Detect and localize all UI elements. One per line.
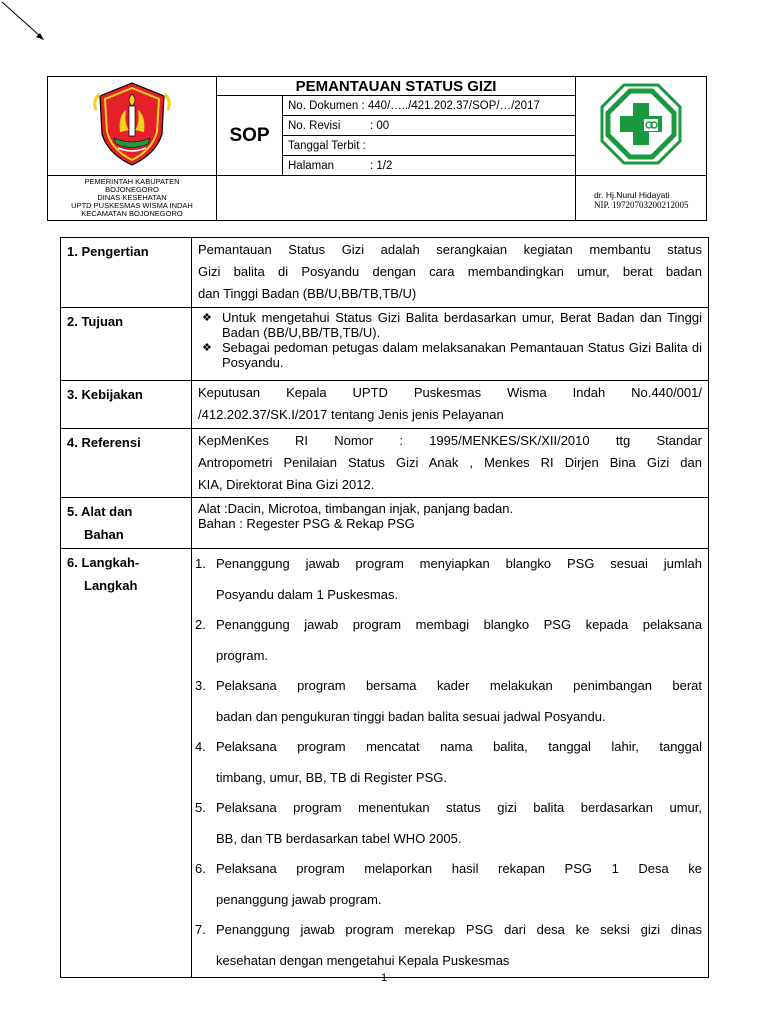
body-line: Alat :Dacin, Microtoa, timbangan injak, panjang badan. xyxy=(198,501,514,516)
section-body-kebijakan xyxy=(192,381,709,429)
step-item: 3. Pelaksana program bersama kader melakukan penimbangan berat badan dan pengukuran tinggi badan balita sesuai jadwal Posyandu. xyxy=(195,678,702,724)
revision-value: : 00 xyxy=(370,119,390,132)
body-line: Bahan : Regester PSG & Rekap PSG xyxy=(198,516,415,531)
section-label-tujuan: 2. Tujuan xyxy=(61,308,192,381)
body-line: /412.202.37/SK.I/2017 tentang Jenis jenis Pelayanan xyxy=(198,407,504,422)
section-label-alat: 5. Alat dan Bahan xyxy=(61,498,192,549)
revision-label: No. Revisi xyxy=(288,119,341,132)
sop-content-table xyxy=(60,237,709,978)
body-line: KepMenKes RI Nomor : 1995/MENKES/SK/XII/2010 ttg Standar xyxy=(198,433,702,448)
table-row xyxy=(61,498,709,549)
body-line: KIA, Direktorat Bina Gizi 2012. xyxy=(198,477,375,492)
body-line: Pemantauan Status Gizi adalah serangkaian kegiatan membantu status xyxy=(198,242,702,257)
institution-name xyxy=(48,176,217,221)
signature-block xyxy=(576,176,707,221)
step-item: 2. Penanggung jawab program membagi blangko PSG kepada pelaksana program. xyxy=(195,617,702,663)
step-item: 4. Pelaksana program mencatat nama balita, tanggal lahir, tanggal timbang, umur, BB, TB di Register PSG. xyxy=(195,739,702,785)
blank-cell xyxy=(217,176,576,221)
step-item: 1. Penanggung jawab program menyiapkan blangko PSG sesuai jumlah Posyandu dalam 1 Puskesmas. xyxy=(195,556,702,602)
section-label-referensi: 4. Referensi xyxy=(61,429,192,498)
revision-number xyxy=(283,116,576,136)
section-body-langkah xyxy=(192,549,709,978)
diamond-bullet-icon: ❖ xyxy=(202,342,212,354)
body-line: Antropometri Penilaian Status Gizi Anak , Menkes RI Dirjen Bina Gizi dan xyxy=(198,455,702,470)
document-title: PEMANTAUAN STATUS GIZI xyxy=(217,77,576,96)
sop-header-table xyxy=(47,76,707,221)
steps-list xyxy=(195,549,702,976)
puskesmas-logo-cell xyxy=(576,77,707,176)
tujuan-list xyxy=(198,311,702,370)
section-label-pengertian: 1. Pengertian xyxy=(61,238,192,308)
table-row xyxy=(61,429,709,498)
page-info xyxy=(283,156,576,176)
table-row xyxy=(61,308,709,381)
body-line: dan Tinggi Badan (BB/U,BB/TB,TB/U) xyxy=(198,286,417,301)
signer-nip: NIP. 19720703200212005 xyxy=(594,200,689,210)
step-item: 6. Pelaksana program melaporkan hasil rekapan PSG 1 Desa ke penanggung jawab program. xyxy=(195,861,702,907)
body-line: Keputusan Kepala UPTD Puskesmas Wisma Indah No.440/001/ xyxy=(198,385,702,400)
table-row xyxy=(61,238,709,308)
list-item: ❖ Sebagai pedoman petugas dalam melaksanakan Pemantauan Status Gizi Balita di Posyandu. xyxy=(202,340,702,370)
list-item: ❖ Untuk mengetahui Status Gizi Balita berdasarkan umur, Berat Badan dan Tinggi Badan (BB/U,BB/TB,TB/U). xyxy=(202,310,702,340)
puskesmas-cross-logo-icon xyxy=(600,83,682,165)
page-value: : 1/2 xyxy=(370,159,393,172)
body-line: Gizi balita di Posyandu dengan cara membandingkan umur, berat badan xyxy=(198,264,702,279)
table-row xyxy=(61,549,709,978)
diamond-bullet-icon: ❖ xyxy=(202,312,212,324)
section-body-referensi xyxy=(192,429,709,498)
section-label-langkah: 6. Langkah- Langkah xyxy=(61,549,192,978)
section-label-kebijakan: 3. Kebijakan xyxy=(61,381,192,429)
signer-name: dr. Hj.Nurul Hidayati xyxy=(594,190,670,200)
institution-line: KECAMATAN BOJONEGORO xyxy=(81,209,183,218)
section-body-tujuan xyxy=(192,308,709,381)
institution-line: BOJONEGORO xyxy=(105,185,159,194)
section-body-alat xyxy=(192,498,709,549)
issue-date: Tanggal Terbit : xyxy=(283,136,576,156)
page-label: Halaman xyxy=(288,159,335,172)
institution-line: UPTD PUSKESMAS WISMA INDAH xyxy=(71,201,193,210)
corner-arrow-icon xyxy=(0,0,50,45)
bojonegoro-emblem-icon xyxy=(92,80,172,168)
document-number: No. Dokumen : 440/…../421.202.37/SOP/…/2017 xyxy=(283,96,576,116)
institution-line: PEMERINTAH KABUPATEN xyxy=(84,177,180,186)
page-number: 1 xyxy=(380,972,388,984)
regency-logo-cell xyxy=(48,77,217,176)
sop-label: SOP xyxy=(217,96,283,176)
institution-line: DINAS KESEHATAN xyxy=(97,193,167,202)
section-body-pengertian xyxy=(192,238,709,308)
step-item: 5. Pelaksana program menentukan status gizi balita berdasarkan umur, BB, dan TB berdasarkan tabel WHO 2005. xyxy=(195,800,702,846)
step-item: 7. Penanggung jawab program merekap PSG dari desa ke seksi gizi dinas kesehatan dengan mengetahui Kepala Puskesmas xyxy=(195,922,702,968)
table-row xyxy=(61,381,709,429)
